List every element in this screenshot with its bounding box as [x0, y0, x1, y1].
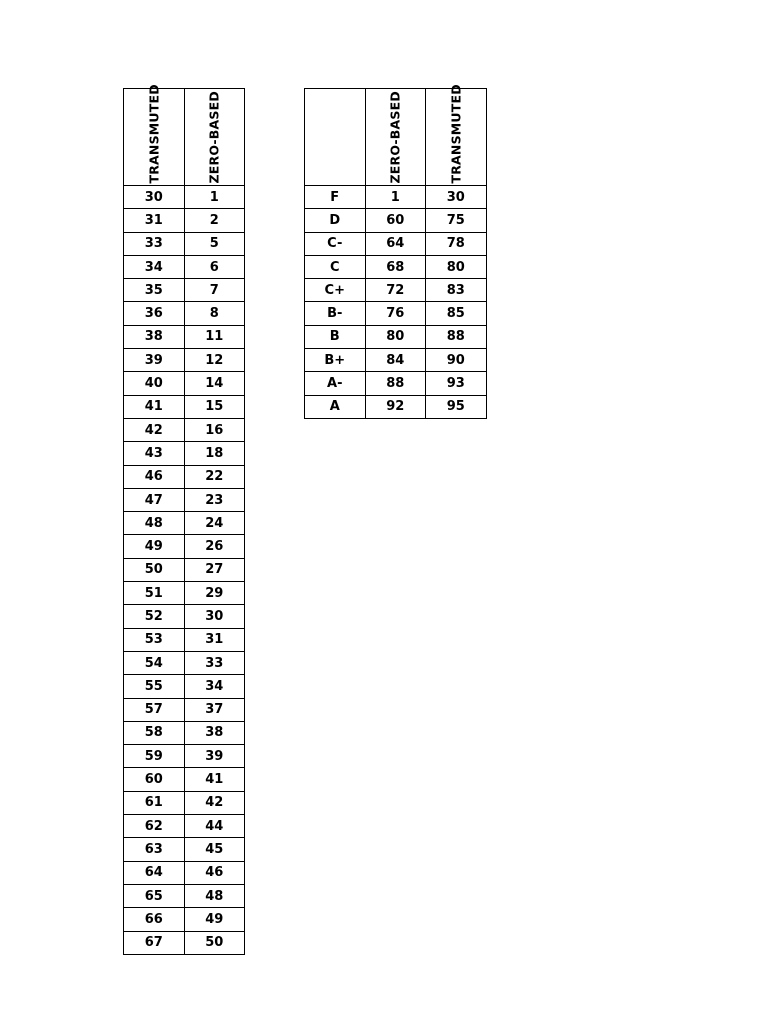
zero-based-cell: 33 [184, 651, 245, 674]
zero-based-cell: 80 [365, 325, 426, 348]
zero-based-cell: 11 [184, 325, 245, 348]
table-row [124, 302, 245, 325]
grade-cell: B [305, 325, 366, 348]
conversion-table [123, 83, 245, 955]
transmuted-cell: 36 [124, 302, 185, 325]
table-row [305, 186, 487, 209]
conversion-table-header-row [124, 89, 245, 186]
zero-based-cell: 7 [184, 279, 245, 302]
zero-based-cell: 84 [365, 349, 426, 372]
zero-based-cell: 72 [365, 279, 426, 302]
zero-based-cell: 27 [184, 558, 245, 581]
grade-cell: A [305, 395, 366, 418]
grade-column-header [305, 89, 366, 186]
grade-table-body [305, 186, 487, 419]
zero-based-cell: 68 [365, 255, 426, 278]
table-row [124, 908, 245, 931]
transmuted-cell: 30 [124, 186, 185, 209]
transmuted-column-header [124, 83, 185, 186]
zero-based-cell: 45 [184, 838, 245, 861]
table-row [124, 745, 245, 768]
zero-based-cell: 31 [184, 628, 245, 651]
zero-based-cell: 92 [365, 395, 426, 418]
transmuted-cell: 57 [124, 698, 185, 721]
zero-based-cell: 64 [365, 232, 426, 255]
table-row [124, 442, 245, 465]
table-row [124, 372, 245, 395]
transmuted-cell: 34 [124, 255, 185, 278]
zero-based-cell: 48 [184, 884, 245, 907]
zero-based-cell: 34 [184, 675, 245, 698]
transmuted-column-header [426, 83, 487, 186]
zero-based-column-header [365, 89, 426, 186]
table-row [305, 349, 487, 372]
transmuted-cell: 55 [124, 675, 185, 698]
zero-based-cell: 24 [184, 512, 245, 535]
zero-based-cell: 23 [184, 488, 245, 511]
zero-based-cell: 37 [184, 698, 245, 721]
transmuted-cell: 43 [124, 442, 185, 465]
zero-based-cell: 29 [184, 582, 245, 605]
zero-based-cell: 42 [184, 791, 245, 814]
zero-based-cell: 14 [184, 372, 245, 395]
table-row [124, 279, 245, 302]
zero-based-cell: 46 [184, 861, 245, 884]
transmuted-cell: 52 [124, 605, 185, 628]
zero-based-cell: 26 [184, 535, 245, 558]
table-row [305, 232, 487, 255]
transmuted-cell: 31 [124, 209, 185, 232]
table-row [124, 675, 245, 698]
table-row [124, 232, 245, 255]
zero-based-cell: 41 [184, 768, 245, 791]
transmuted-cell: 88 [426, 325, 487, 348]
table-row [124, 418, 245, 441]
grade-cell: C [305, 255, 366, 278]
grade-table [304, 83, 487, 419]
table-row [124, 395, 245, 418]
zero-based-cell: 5 [184, 232, 245, 255]
zero-based-cell: 44 [184, 815, 245, 838]
zero-based-cell: 8 [184, 302, 245, 325]
table-row [124, 791, 245, 814]
table-row [124, 512, 245, 535]
transmuted-cell: 33 [124, 232, 185, 255]
zero-based-cell: 50 [184, 931, 245, 954]
grade-cell: B- [305, 302, 366, 325]
transmuted-cell: 38 [124, 325, 185, 348]
zero-based-header-label: ZERO-BASED [387, 90, 403, 183]
table-row [305, 325, 487, 348]
zero-based-column-header [184, 89, 245, 186]
table-row [305, 372, 487, 395]
table-row [305, 395, 487, 418]
table-row [305, 255, 487, 278]
table-row [124, 465, 245, 488]
transmuted-cell: 48 [124, 512, 185, 535]
transmuted-cell: 83 [426, 279, 487, 302]
table-row [124, 698, 245, 721]
table-row [124, 488, 245, 511]
table-row [124, 884, 245, 907]
transmuted-cell: 75 [426, 209, 487, 232]
zero-based-cell: 39 [184, 745, 245, 768]
zero-based-cell: 1 [184, 186, 245, 209]
zero-based-cell: 60 [365, 209, 426, 232]
grade-cell: D [305, 209, 366, 232]
zero-based-cell: 18 [184, 442, 245, 465]
transmuted-cell: 61 [124, 791, 185, 814]
transmuted-cell: 39 [124, 349, 185, 372]
zero-based-cell: 6 [184, 255, 245, 278]
transmuted-cell: 42 [124, 418, 185, 441]
table-row [124, 535, 245, 558]
table-row [305, 302, 487, 325]
table-row [124, 815, 245, 838]
transmuted-cell: 63 [124, 838, 185, 861]
transmuted-cell: 62 [124, 815, 185, 838]
grade-cell: F [305, 186, 366, 209]
transmuted-cell: 80 [426, 255, 487, 278]
grade-cell: C+ [305, 279, 366, 302]
zero-based-cell: 12 [184, 349, 245, 372]
transmuted-cell: 64 [124, 861, 185, 884]
zero-based-cell: 38 [184, 721, 245, 744]
grade-cell: B+ [305, 349, 366, 372]
transmuted-cell: 95 [426, 395, 487, 418]
transmuted-cell: 47 [124, 488, 185, 511]
table-row [124, 582, 245, 605]
transmuted-cell: 59 [124, 745, 185, 768]
table-row [124, 349, 245, 372]
table-row [124, 558, 245, 581]
table-row [124, 255, 245, 278]
zero-based-cell: 16 [184, 418, 245, 441]
table-row [124, 651, 245, 674]
transmuted-cell: 78 [426, 232, 487, 255]
zero-based-cell: 22 [184, 465, 245, 488]
zero-based-header-label: ZERO-BASED [206, 90, 222, 183]
table-row [124, 209, 245, 232]
transmuted-cell: 53 [124, 628, 185, 651]
table-row [124, 605, 245, 628]
transmuted-cell: 60 [124, 768, 185, 791]
transmuted-cell: 51 [124, 582, 185, 605]
transmuted-cell: 90 [426, 349, 487, 372]
transmuted-cell: 58 [124, 721, 185, 744]
transmuted-cell: 50 [124, 558, 185, 581]
transmuted-cell: 65 [124, 884, 185, 907]
transmuted-cell: 49 [124, 535, 185, 558]
transmuted-header-label: TRANSMUTED [448, 83, 464, 183]
table-row [305, 209, 487, 232]
zero-based-cell: 88 [365, 372, 426, 395]
zero-based-cell: 15 [184, 395, 245, 418]
transmuted-cell: 30 [426, 186, 487, 209]
conversion-table-body [124, 186, 245, 955]
table-row [124, 931, 245, 954]
table-row [305, 279, 487, 302]
table-row [124, 721, 245, 744]
transmuted-cell: 67 [124, 931, 185, 954]
zero-based-cell: 1 [365, 186, 426, 209]
transmuted-cell: 54 [124, 651, 185, 674]
transmuted-cell: 41 [124, 395, 185, 418]
grade-cell: C- [305, 232, 366, 255]
transmuted-cell: 66 [124, 908, 185, 931]
transmuted-header-label: TRANSMUTED [146, 83, 162, 183]
zero-based-cell: 2 [184, 209, 245, 232]
table-row [124, 768, 245, 791]
grade-table-header-row [305, 89, 487, 186]
zero-based-cell: 30 [184, 605, 245, 628]
table-row [124, 186, 245, 209]
transmuted-cell: 85 [426, 302, 487, 325]
grade-cell: A- [305, 372, 366, 395]
table-row [124, 838, 245, 861]
zero-based-cell: 49 [184, 908, 245, 931]
zero-based-cell: 76 [365, 302, 426, 325]
transmuted-cell: 40 [124, 372, 185, 395]
table-row [124, 861, 245, 884]
transmuted-cell: 93 [426, 372, 487, 395]
table-row [124, 325, 245, 348]
table-row [124, 628, 245, 651]
transmuted-cell: 46 [124, 465, 185, 488]
transmuted-cell: 35 [124, 279, 185, 302]
